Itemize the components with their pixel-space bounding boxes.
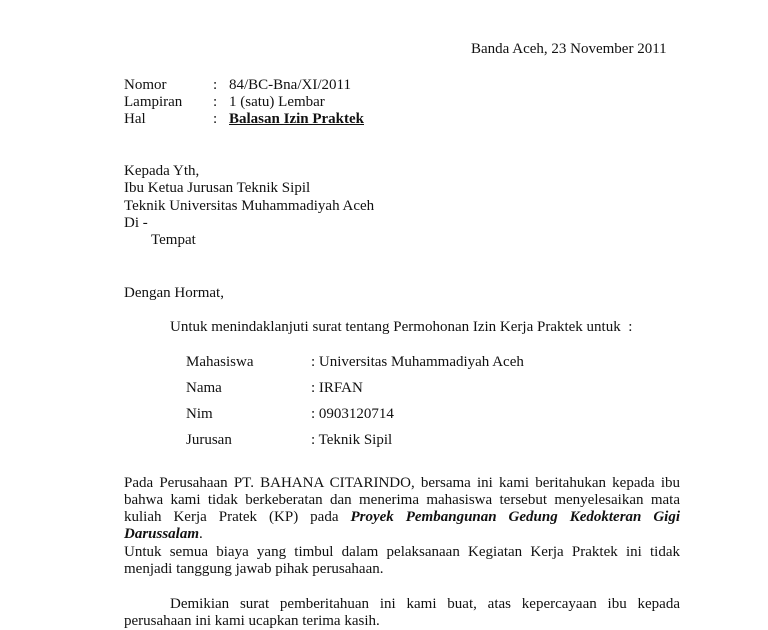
date-line: Banda Aceh, 23 November 2011 <box>471 41 667 57</box>
meta-colon: : <box>213 111 218 127</box>
meta-value-hal: Balasan Izin Praktek <box>229 111 365 127</box>
intro-text: Untuk menindaklanjuti surat tentang Permohonan Izin Kerja Praktek untuk : <box>170 319 633 335</box>
paragraph-line: Untuk semua biaya yang timbul dalam pelaksanaan Kegiatan Kerja Praktek ini tidak <box>124 544 680 560</box>
paragraph-line: perusahaan ini kami ucapkan terima kasih. <box>124 613 380 629</box>
paragraph-line <box>124 526 203 543</box>
student-label-jurusan: Jurusan <box>186 432 232 448</box>
recipient-line: Di - <box>124 215 148 231</box>
student-label-mahasiswa: Mahasiswa <box>186 354 254 370</box>
student-value-nama: : IRFAN <box>311 380 363 396</box>
recipient-line: Kepada Yth, <box>124 163 200 179</box>
paragraph-line <box>124 509 680 526</box>
project-name: Proyek Pembangunan Gedung Kedokteran Gigi <box>350 509 681 525</box>
meta-label-nomor: Nomor <box>124 77 167 93</box>
student-value-jurusan: : Teknik Sipil <box>311 432 393 448</box>
paragraph-period: . <box>199 526 203 542</box>
meta-label-hal: Hal <box>124 111 146 127</box>
student-label-nim: Nim <box>186 406 213 422</box>
student-label-nama: Nama <box>186 380 222 396</box>
meta-value-lampiran: 1 (satu) Lembar <box>229 94 325 110</box>
meta-value-nomor: 84/BC-Bna/XI/2011 <box>229 77 351 93</box>
meta-colon: : <box>213 77 218 93</box>
paragraph-text: kuliah Kerja Pratek (KP) pada <box>124 509 339 525</box>
salutation: Dengan Hormat, <box>124 285 224 301</box>
project-name-end: Darussalam <box>124 526 200 542</box>
student-value-mahasiswa: : Universitas Muhammadiyah Aceh <box>311 354 524 370</box>
paragraph-line: Demikian surat pemberitahuan ini kami buat, atas kepercayaan ibu kepada <box>170 596 680 612</box>
recipient-line: Teknik Universitas Muhammadiyah Aceh <box>124 198 375 214</box>
paragraph-line: bahwa kami tidak berkeberatan dan menerima mahasiswa tersebut menyelesaikan mata <box>124 492 680 508</box>
student-value-nim: : 0903120714 <box>311 406 394 422</box>
paragraph-line: Pada Perusahaan PT. BAHANA CITARINDO, bersama ini kami beritahukan kepada ibu <box>124 475 680 491</box>
meta-colon: : <box>213 94 218 110</box>
meta-label-lampiran: Lampiran <box>124 94 183 110</box>
recipient-line: Ibu Ketua Jurusan Teknik Sipil <box>124 180 311 196</box>
recipient-line: Tempat <box>151 232 196 248</box>
paragraph-line: menjadi tanggung jawab pihak perusahaan. <box>124 561 384 577</box>
